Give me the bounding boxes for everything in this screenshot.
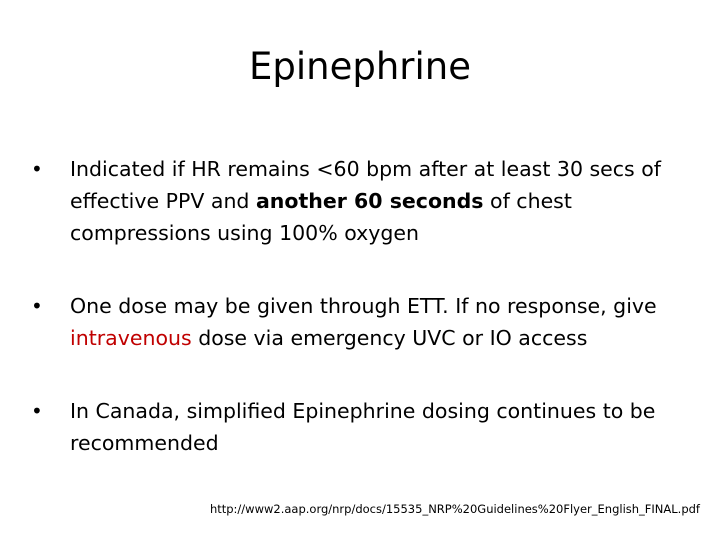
bullet-text: of chest compressions using 100% oxygen xyxy=(70,189,572,245)
bullet-marker: • xyxy=(31,399,43,423)
bullet-text: One dose may be given through ETT. If no response, give xyxy=(70,294,657,318)
bullet-marker: • xyxy=(31,294,43,318)
bullet-item-ett-dose xyxy=(0,290,680,354)
bullet-text: dose via emergency UVC or IO access xyxy=(191,326,588,350)
bullet-list xyxy=(0,153,720,459)
bullet-text: In Canada, simplified Epinephrine dosing continues to be recommended xyxy=(70,399,656,455)
source-link[interactable]: http://www2.aap.org/nrp/docs/15535_NRP%20Guidelines%20Flyer_English_FINAL.pdf xyxy=(209,502,700,516)
bullet-text: Indicated if HR remains <60 bpm after at least 30 secs of effective PPV and xyxy=(70,157,662,213)
bullet-item-canada xyxy=(0,395,680,459)
bullet-emphasis: another 60 seconds xyxy=(255,189,484,213)
bullet-highlight: intravenous xyxy=(70,326,192,350)
bullet-item-indication xyxy=(0,153,680,249)
bullet-marker: • xyxy=(31,157,43,181)
slide-title: Epinephrine xyxy=(249,45,471,88)
